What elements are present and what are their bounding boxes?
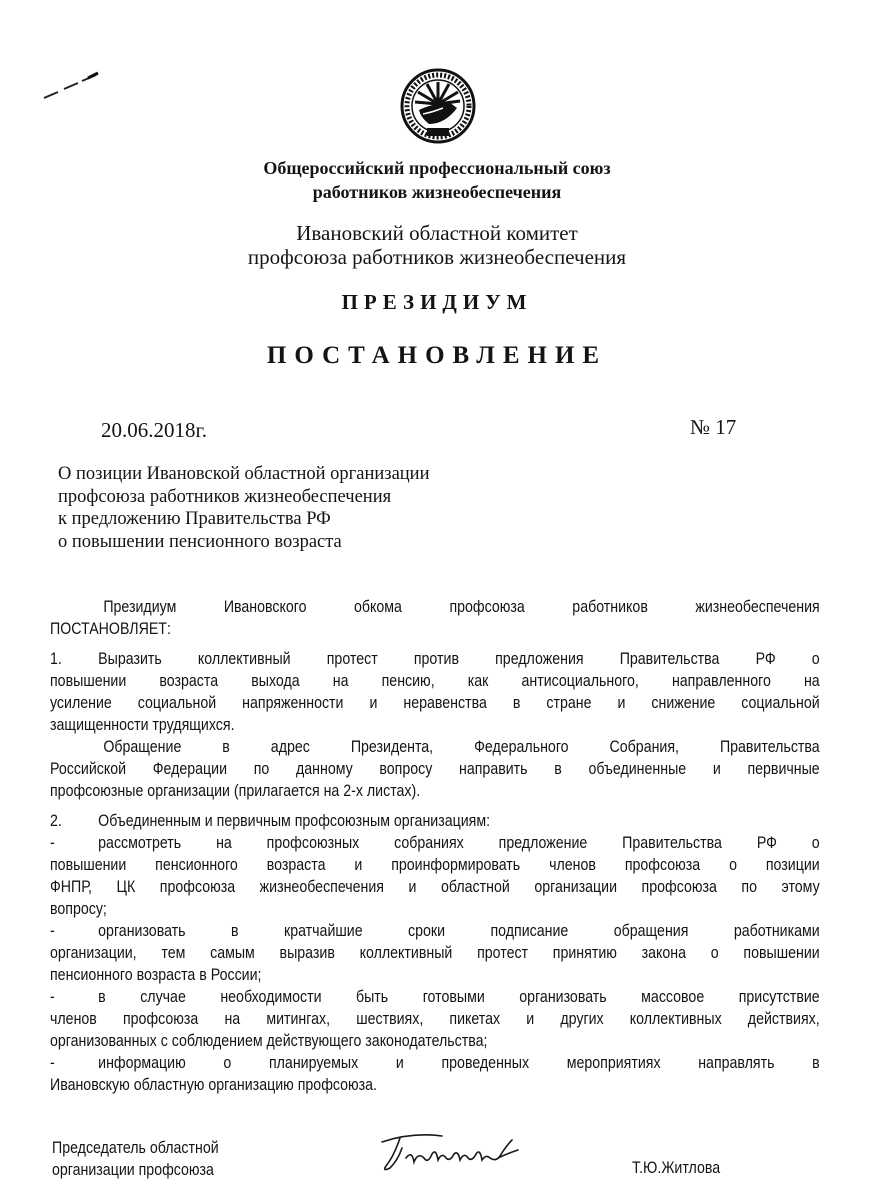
bullet-dash: - [50, 1054, 55, 1072]
bullet-line: рассмотреть на профсоюзных собраниях предложение Правительства РФ о [98, 834, 820, 852]
subject-line: профсоюза работников жизнеобеспечения [58, 486, 392, 507]
org-name-line2: работников жизнеобеспечения [312, 182, 562, 202]
subject-line: к предложению Правительства РФ [58, 509, 331, 529]
subject-block [58, 463, 429, 553]
item-1-line: Выразить коллективный протест против предложения Правительства РФ о [98, 650, 820, 668]
bullet-line: повышении пенсионного возраста и проинформировать членов профсоюза о позиции [50, 856, 820, 874]
bullet-line: вопросу; [50, 900, 107, 918]
bullet-dash: - [50, 988, 55, 1006]
item-1-line: защищенности трудящихся. [50, 716, 235, 734]
bullet-line: пенсионного возраста в России; [50, 966, 262, 984]
bullet-line: информацию о планируемых и проведенных мероприятиях направлять в [98, 1054, 820, 1072]
bullet-line: Ивановскую областную организацию профсоюза. [50, 1076, 378, 1094]
bullet-dash: - [50, 922, 55, 940]
preamble-line1: Президиум Ивановского обкома профсоюза работников жизнеобеспечения [103, 598, 820, 616]
bullet-line: в случае необходимости быть готовыми организовать массовое присутствие [98, 988, 820, 1006]
document-number: № 17 [690, 415, 737, 439]
resolution-body [50, 596, 820, 1096]
bullet-line: организовать в кратчайшие сроки подписание обращения работниками [98, 922, 820, 940]
preamble-line2: ПОСТАНОВЛЯЕТ: [50, 620, 171, 638]
scan-mark [38, 68, 108, 108]
bullet-line: организованных с соблюдением действующего законодательства; [50, 1032, 488, 1050]
bullet-item [50, 920, 820, 986]
union-emblem-logo [397, 68, 479, 144]
bullet-item [50, 1052, 820, 1096]
item-2-title: Объединенным и первичным профсоюзным организациям: [98, 812, 491, 830]
handwritten-signature [372, 1128, 552, 1178]
committee-line1: Ивановский областной комитет [296, 221, 578, 245]
item-1-line: усиление социальной напряженности и неравенства в стране и снижение социальной [50, 694, 820, 712]
document-date: 20.06.2018г. [101, 418, 207, 442]
bullet-line: членов профсоюза на митингах, шествиях, пикетах и других коллективных действиях, [50, 1010, 820, 1028]
committee-line2: профсоюза работников жизнеобеспечения [247, 245, 627, 269]
subject-line: о повышении пенсионного возраста [58, 531, 342, 552]
bullet-dash: - [50, 834, 55, 852]
bullet-item [50, 832, 820, 920]
bullet-item [50, 986, 820, 1052]
item-1-line: повышении возраста выхода на пенсию, как антисоциального, направленного на [50, 672, 820, 690]
org-name-line1: Общероссийский профессиональный союз [263, 158, 611, 178]
item-2-number: 2. [50, 812, 62, 830]
signatory-position [52, 1137, 219, 1181]
document-type-heading: ПОСТАНОВЛЕНИЕ [266, 342, 608, 369]
appeal-line: профсоюзные организации (прилагается на 2-х листах). [50, 782, 421, 800]
subject-line: О позиции Ивановской областной организации [58, 464, 430, 484]
appeal-line: Обращение в адрес Президента, Федерального Собрания, Правительства [103, 738, 820, 756]
item-1-number: 1. [50, 650, 62, 668]
item-1 [50, 648, 820, 802]
appeal-line: Российской Федерации по данному вопросу направить в объединенные и первичные [50, 760, 820, 778]
presidium-heading: ПРЕЗИДИУМ [341, 290, 533, 314]
position-line1: Председатель областной [52, 1139, 219, 1157]
item-2 [50, 810, 820, 1096]
bullet-line: организации, тем самым выразив коллективный протест принятию закона о повышении [50, 944, 820, 962]
signatory-name: Т.Ю.Житлова [632, 1159, 721, 1177]
bullet-line: ФНПР, ЦК профсоюза жизнеобеспечения и областной организации профсоюза по этому [50, 878, 820, 896]
position-line2: организации профсоюза [52, 1161, 214, 1179]
